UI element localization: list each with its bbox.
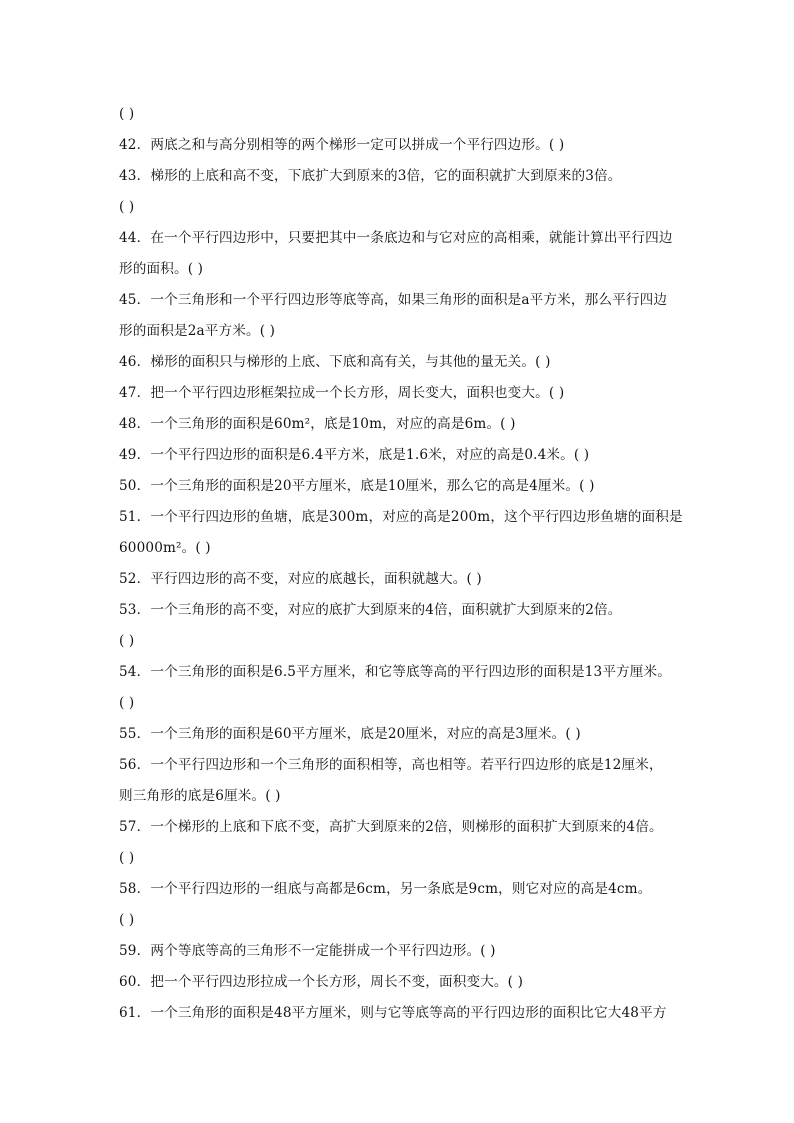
text-line: 47．把一个平行四边形框架拉成一个长方形，周长变大，面积也变大。( ) <box>119 385 565 401</box>
text-line: 61．一个三角形的面积是48平方厘米，则与它等底等高的平行四边形的面积比它大48平方 <box>119 1005 667 1021</box>
text-line: ( ) <box>119 850 135 866</box>
text-line: 57．一个梯形的上底和下底不变，高扩大到原来的2倍，则梯形的面积扩大到原来的4倍。 <box>119 819 663 835</box>
text-line: 55．一个三角形的面积是60平方厘米，底是20厘米，对应的高是3厘米。( ) <box>119 726 581 742</box>
text-line: ( ) <box>119 106 135 122</box>
text-line: 42．两底之和与高分别相等的两个梯形一定可以拼成一个平行四边形。( ) <box>119 137 565 153</box>
text-line: 59．两个等底等高的三角形不一定能拼成一个平行四边形。( ) <box>119 943 496 959</box>
text-line: 58．一个平行四边形的一组底与高都是6cm，另一条底是9cm，则它对应的高是4cm。 <box>119 881 652 897</box>
text-line: ( ) <box>119 633 135 649</box>
text-line: 形的面积。( ) <box>119 261 204 277</box>
question-list <box>119 103 699 1033</box>
text-line: 则三角形的底是6厘米。( ) <box>119 788 281 804</box>
text-line: ( ) <box>119 695 135 711</box>
text-line: 53．一个三角形的高不变，对应的底扩大到原来的4倍，面积就扩大到原来的2倍。 <box>119 602 622 618</box>
text-line: 48．一个三角形的面积是60m²，底是10m，对应的高是6m。( ) <box>119 416 516 432</box>
text-line: 56．一个平行四边形和一个三角形的面积相等，高也相等。若平行四边形的底是12厘米， <box>119 757 663 773</box>
text-line: 49．一个平行四边形的面积是6.4平方米，底是1.6米，对应的高是0.4米。( ) <box>119 447 590 463</box>
text-line: 60．把一个平行四边形拉成一个长方形，周长不变，面积变大。( ) <box>119 974 524 990</box>
text-line: 54．一个三角形的面积是6.5平方厘米，和它等底等高的平行四边形的面积是13平方厘米。 <box>119 664 672 680</box>
text-line: 51．一个平行四边形的鱼塘，底是300m，对应的高是200m，这个平行四边形鱼塘的面积是 <box>119 509 683 525</box>
text-line: 形的面积是2a平方米。( ) <box>119 323 276 339</box>
text-line: 52．平行四边形的高不变，对应的底越长，面积就越大。( ) <box>119 571 482 587</box>
text-line: 45．一个三角形和一个平行四边形等底等高，如果三角形的面积是a平方米，那么平行四边 <box>119 292 668 308</box>
text-line: 44．在一个平行四边形中，只要把其中一条底边和与它对应的高相乘，就能计算出平行四边 <box>119 230 673 246</box>
text-line: 50．一个三角形的面积是20平方厘米，底是10厘米，那么它的高是4厘米。( ) <box>119 478 595 494</box>
text-line: 60000m²。( ) <box>119 540 211 556</box>
text-line: ( ) <box>119 912 135 928</box>
text-line: 43．梯形的上底和高不变，下底扩大到原来的3倍，它的面积就扩大到原来的3倍。 <box>119 168 622 184</box>
text-line: ( ) <box>119 199 135 215</box>
text-line: 46．梯形的面积只与梯形的上底、下底和高有关，与其他的量无关。( ) <box>119 354 551 370</box>
